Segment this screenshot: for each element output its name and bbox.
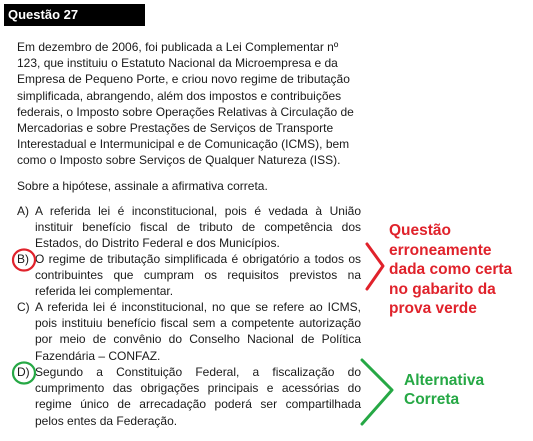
option-text: O regime de tributação simplificada é obrigatório a todos os contribuintes que cumpram os requisitos previstos na referida lei complementar.	[35, 252, 361, 299]
question-header: Questão 27	[4, 4, 145, 26]
option-d	[17, 364, 361, 429]
wrong-option-bracket	[367, 244, 383, 289]
option-letter: C)	[17, 300, 30, 314]
option-c	[17, 299, 361, 364]
wrong-answer-note: Questão erroneamente dada como certa no gabarito da prova verde	[389, 222, 513, 317]
option-text: Segundo a Constituição Federal, a fiscalização do cumprimento das obrigações principais e acessórias do regime único de arrecadação poderá ser compartilhada pelos entes da Federação.	[35, 365, 361, 428]
option-b	[17, 251, 361, 300]
option-text: A referida lei é inconstitucional, pois é vedada à União instituir benefício fiscal de tributo de competência dos Estados, do Distrito Federal e dos Municípios.	[35, 204, 361, 251]
question-prompt: Sobre a hipótese, assinale a afirmativa correta.	[17, 179, 268, 193]
question-statement: Em dezembro de 2006, foi publicada a Lei Complementar nº 123, que instituiu o Estatuto Nacional da Microempresa e da Empresa de Pequeno Porte, e criou novo regime de tributação simplificada, abrangendo, além dos impostos e contribuições federais, o Imposto sobre Operações Relativas à Circulação de Mercadorias e sobre Prestações de Serviços de Transporte Interestadual e Intermunicipal e de Comunicação (ICMS), bem como o Imposto sobre Serviços de Qualquer Natureza (ISS).	[17, 40, 354, 168]
option-text: A referida lei é inconstitucional, no que se refere ao ICMS, pois instituiu benefício fiscal sem a competente autorização por meio de convênio do Conselho Nacional de Política Fazendária – CONFAZ.	[35, 300, 361, 363]
option-letter: A)	[17, 204, 29, 218]
option-letter: D)	[17, 365, 30, 379]
option-a	[17, 203, 361, 252]
option-letter: B)	[17, 252, 29, 266]
correct-option-bracket	[362, 360, 392, 424]
correct-answer-note: Alternativa Correta	[404, 372, 485, 408]
